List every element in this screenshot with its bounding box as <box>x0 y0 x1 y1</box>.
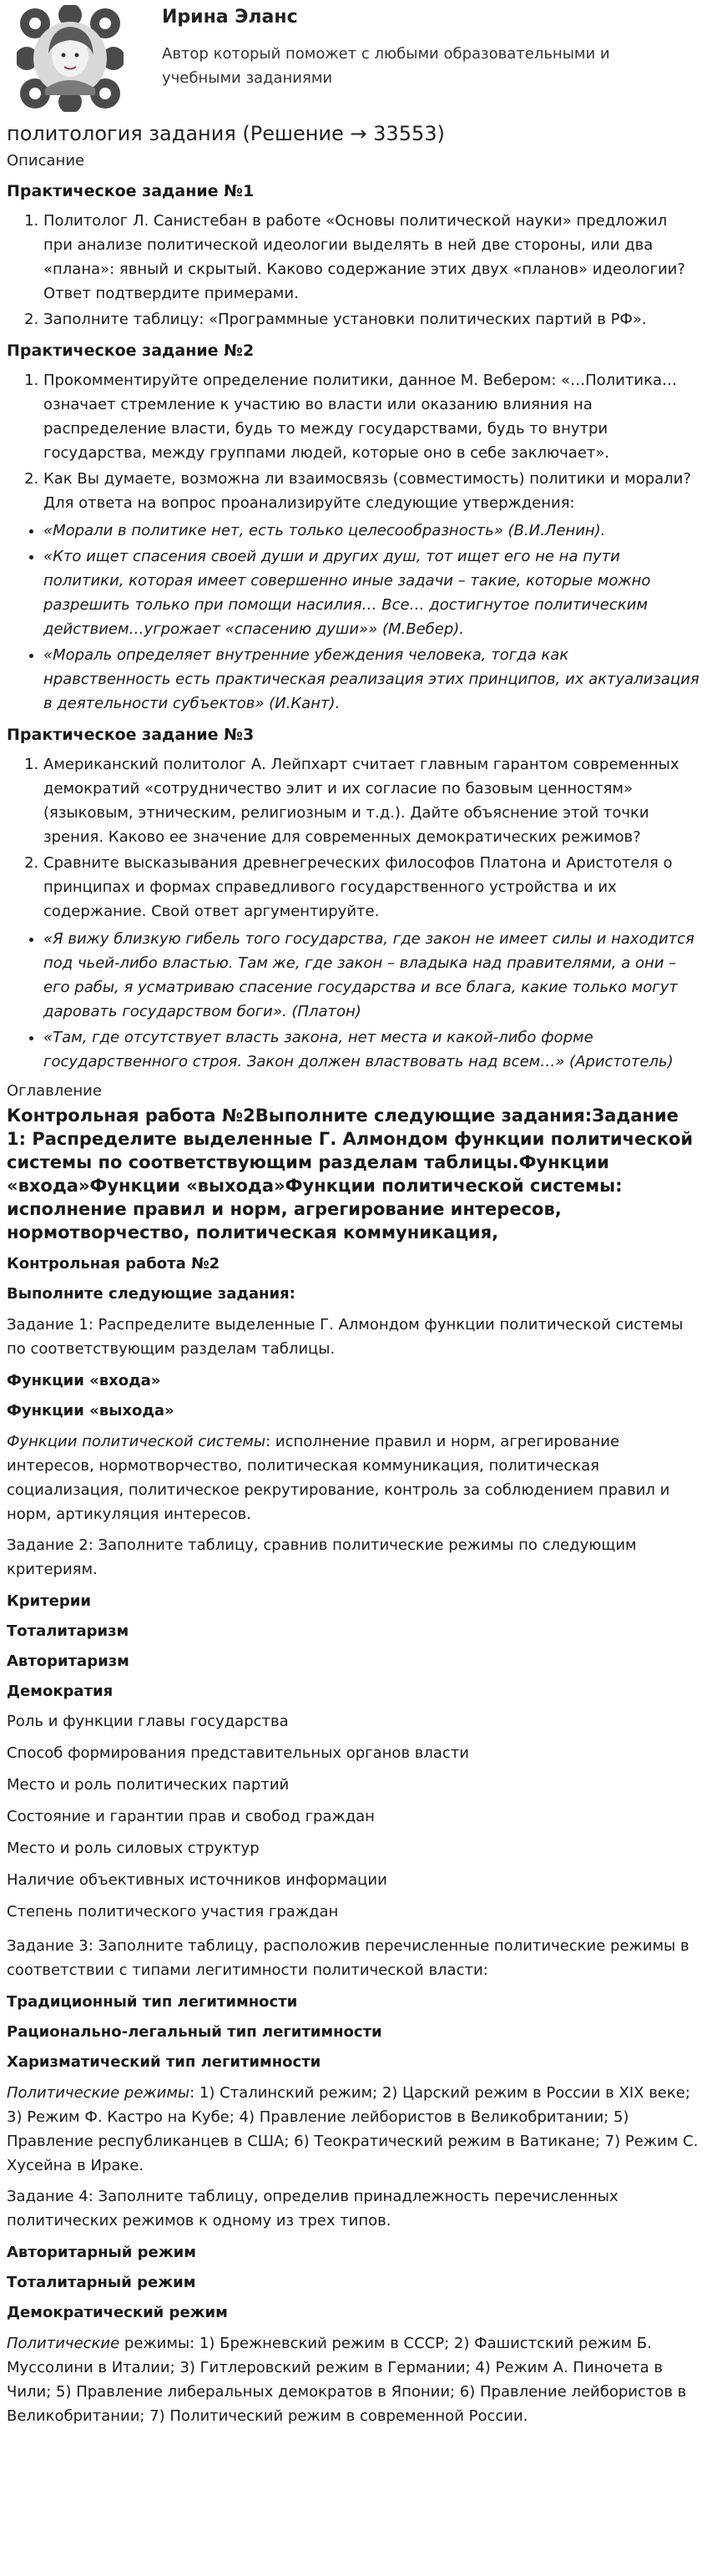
author-card <box>7 0 700 117</box>
regimes-paragraph-2 <box>7 2331 700 2428</box>
author-avatar[interactable] <box>17 5 124 112</box>
regimes-label-2: Политические <box>7 2335 120 2352</box>
toc-title[interactable]: Контрольная работа №2Выполните следующие задания:Задание 1: Распределите выделенные Г. Алмондом функции политической системы по соответствующим разделам таблицы.Функции «входа»Функции «выхода»Функции политической системы: исполнение правил и норм, агрегирование интересов, нормотворчество, политическая коммуникация, <box>7 1106 694 1242</box>
task2-quotes <box>7 519 700 716</box>
author-description: Автор который поможет с любыми образовательными и учебными заданиями <box>162 45 610 87</box>
task-z4: Задание 4: Заполните таблицу, определив принадлежность перечисленных политических режимов к одному из трех типов. <box>7 2188 619 2229</box>
quote-item: • «Морали в политике нет, есть только целесообразность» (В.И.Ленин). <box>43 519 700 543</box>
task2-title: Практическое задание №2 <box>7 342 255 360</box>
quote-item: • «Кто ищет спасения своей души и других душ, тот ищет его не на пути политики, которая имеет совершенно иные задачи – такие, которые можно разрешить только при помощи насилия… Все… достигнутое политическим действием…угрожает «спасению души»» (М.Вебер). <box>43 544 700 641</box>
heading-charismatic: Харизматический тип легитимности <box>7 2053 321 2071</box>
list-item: 1. Американский политолог А. Лейпхарт считает главным гарантом современных демократий «сотрудничество элит и их согласие по базовым ценностям» (языковым, этническим, религиозным и т.д.). Дайте объяснение этой точки зрения. Каково ее значение для современных демократических режимов? <box>43 752 700 849</box>
list-item: 1. Прокомментируйте определение политики, данное М. Вебером: «…Политика… означает стремление к участию во власти или оказанию влияния на распределение власти, будь то между государствами, будь то внутри государства, между группами людей, которые оно в себе заключает». <box>43 368 700 465</box>
functions-paragraph <box>7 1430 700 1526</box>
task2-list <box>7 368 700 515</box>
criterion-item: Состояние и гарантии прав и свобод граждан <box>7 1808 375 1825</box>
task-z1: Задание 1: Распределите выделенные Г. Алмондом функции политической системы по соответствующим разделам таблицы. <box>7 1316 684 1358</box>
functions-label: Функции политической системы <box>7 1433 266 1450</box>
task3-list <box>7 752 700 924</box>
heading-authoritarianism: Авторитаризм <box>7 1652 129 1670</box>
quote-item: • «Я вижу близкую гибель того государства, где закон не имеет силы и находится под чьей-либо властью. Там же, где закон – владыка над правителями, а они – его рабы, я усматриваю спасение государства и все блага, какие только могут даровать государством боги». (Платон) <box>43 927 700 1024</box>
heading-democratic-regime: Демократический режим <box>7 2304 228 2321</box>
list-item: 2. Сравните высказывания древнегреческих философов Платона и Аристотеля о принципах и формах справедливого государственного устройства и их содержание. Свой ответ аргументируйте. <box>43 851 700 924</box>
task3-quotes <box>7 927 700 1074</box>
heading-totalitarianism: Тоталитаризм <box>7 1622 129 1640</box>
heading-rational-legal: Рационально-легальный тип легитимности <box>7 2023 382 2041</box>
heading-do-tasks: Выполните следующие задания: <box>7 1285 295 1303</box>
regimes-paragraph-1 <box>7 2081 700 2178</box>
criterion-item: Роль и функции главы государства <box>7 1713 289 1730</box>
heading-control-work: Контрольная работа №2 <box>7 1255 220 1273</box>
quote-item: • «Там, где отсутствует власть закона, нет места и какой-либо форме государственного строя. Закон должен властвовать над всем…» (Аристотель) <box>43 1025 700 1074</box>
heading-input-functions: Функции «входа» <box>7 1372 161 1389</box>
quote-item: • «Мораль определяет внутренние убеждения человека, тогда как нравственность есть практическая реализация этих принципов, их актуализация в деятельности субъектов» (И.Кант). <box>43 643 700 716</box>
criterion-item: Способ формирования представительных органов власти <box>7 1744 470 1762</box>
page-title: политология задания (Решение → 33553) <box>7 122 445 145</box>
heading-traditional: Традиционный тип легитимности <box>7 1993 298 2011</box>
heading-democracy: Демократия <box>7 1683 114 1700</box>
heading-output-functions: Функции «выхода» <box>7 1402 174 1420</box>
task-z3: Задание 3: Заполните таблицу, расположив перечисленные политические режимы в соответствии с типами легитимности политической власти: <box>7 1937 689 1979</box>
criterion-item: Место и роль политических партий <box>7 1776 290 1794</box>
criterion-item: Степень политического участия граждан <box>7 1903 339 1921</box>
list-item: 2. Заполните таблицу: «Программные установки политических партий в РФ». <box>43 307 700 331</box>
list-item: 1. Политолог Л. Санистебан в работе «Основы политической науки» предложил при анализе политической идеологии выделять в ней две стороны, или два «плана»: явный и скрытый. Каково содержание этих двух «планов» идеологии? Ответ подтвердите примерами. <box>43 209 700 306</box>
criterion-item: Наличие объективных источников информации <box>7 1871 387 1889</box>
regimes-text-1: : 1) Сталинский режим; 2) Царский режим в России в XIX веке; 3) Режим Ф. Кастро на Кубе; 4) Правление лейбористов в Великобритании; 5) Правление республиканцев в США; 6) Теократический режим в Ватикане; 7) Режим С. Хусейна в Ираке. <box>7 2084 699 2174</box>
regimes-text-2: режимы: 1) Брежневский режим в СССР; 2) Фашистский режим Б. Муссолини в Италии; 3) Гитлеровский режим в Германии; 4) Режим А. Пиночета в Чили; 5) Правление либеральных демократов в Японии; 6) Правление лейбористов в Великобритании; 7) Политический режим в современной России. <box>7 2335 687 2425</box>
toc-label: Оглавление <box>7 1082 102 1100</box>
task3-title: Практическое задание №3 <box>7 726 255 744</box>
author-name[interactable]: Ирина Эланс <box>162 7 298 28</box>
task1-list <box>7 209 700 331</box>
heading-criteria: Критерии <box>7 1592 91 1610</box>
list-item: 2. Как Вы думаете, возможна ли взаимосвязь (совместимость) политики и морали? Для ответа на вопрос проанализируйте следующие утверждения: <box>43 467 700 515</box>
heading-totalitarian-regime: Тоталитарный режим <box>7 2274 196 2291</box>
description-label: Описание <box>7 152 85 170</box>
regimes-label-1: Политические режимы <box>7 2084 190 2102</box>
functions-text: : исполнение правил и норм, агрегирование интересов, нормотворчество, политическая коммуникация, политическая социализация, политическое рекрутирование, контроль за соблюдением правил и норм, артикуляция интересов. <box>7 1433 670 1523</box>
task-z2: Задание 2: Заполните таблицу, сравнив политические режимы по следующим критериям. <box>7 1536 637 1578</box>
criterion-item: Место и роль силовых структур <box>7 1840 260 1857</box>
task1-title: Практическое задание №1 <box>7 182 255 200</box>
heading-authoritarian-regime: Авторитарный режим <box>7 2244 197 2261</box>
